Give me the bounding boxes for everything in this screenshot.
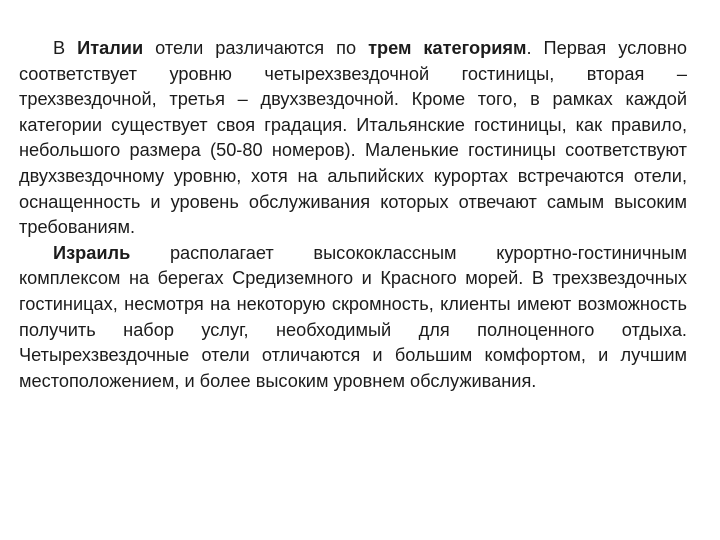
text-run: В — [53, 38, 78, 58]
bold-term-italy: Италии — [77, 38, 144, 58]
bold-term-three-categories: трем категориям — [368, 38, 527, 58]
paragraph-italy — [19, 36, 687, 241]
text-run: . Первая условно соответствует уровню четырехзвездочной гостиницы, вторая – трехзвездочной, третья – двухзвездочной. Кроме того, в рамках каждой категории существует своя градация. Итальянские гостиницы, как правило, небольшого размера (50‑80 номеров). Маленькие гостиницы соответствуют двухзвездочному уровню, хотя на альпийских курортах встречаются отели, оснащенность и уровень обслуживания которых отвечают самым высоким требованиям. — [19, 38, 687, 238]
text-run: располагает высококлассным курортно‑гостиничным комплексом на берегах Средиземного и Красного морей. В трехзвездочных гостиницах, несмотря на некоторую скромность, клиенты имеют возможность получить набор услуг, необходимый для полноценного отдыха. Четырехзвездочные отели отличаются и большим комфортом, и лучшим местоположением, и более высоким уровнем обслуживания. — [19, 242, 687, 391]
bold-term-israel: Израиль — [53, 242, 131, 263]
paragraph-israel — [19, 241, 687, 395]
document-page — [19, 36, 687, 394]
text-run: отели различаются по — [143, 38, 369, 58]
